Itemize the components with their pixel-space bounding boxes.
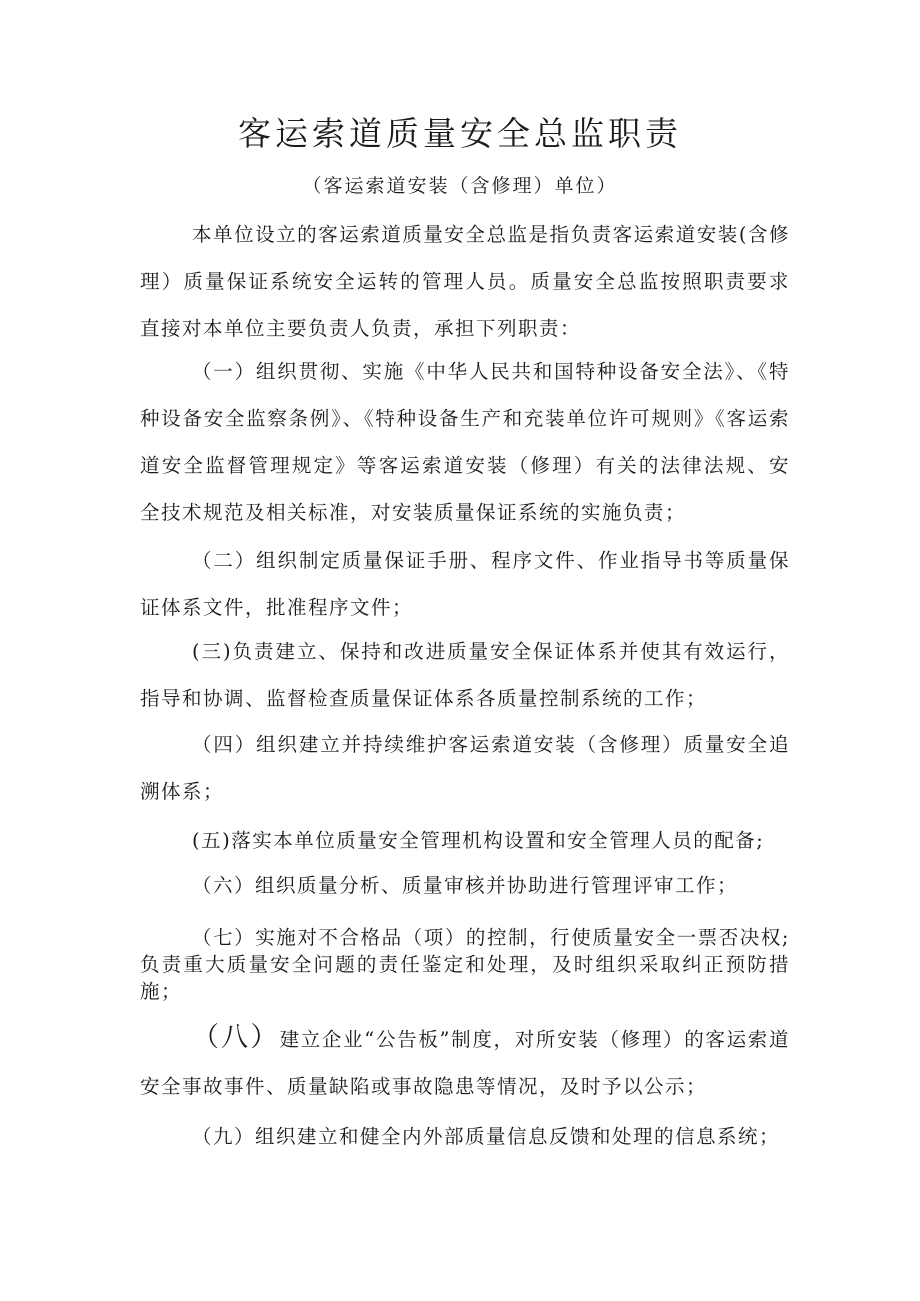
duty-item-6: （六）组织质量分析、质量审核并协助进行管理评审工作； [192,874,739,897]
duty-item-9: （九）组织建立和健全内外部质量信息反馈和处理的信息系统； [192,1125,781,1148]
duty-item-3: (三)负责建立、保持和改进质量安全保证体系并使其有效运行，指导和协调、监督检查质量保证体系各质量控制系统的工作； [140,640,790,710]
duty-item-7: （七）实施对不合格品（项）的控制，行使质量安全一票否决权;负责重大质量安全问题的责任鉴定和处理，及时组织采取纠正预防措施； [140,926,790,1003]
intro-paragraph: 本单位设立的客运索道质量安全总监是指负责客运索道安装(含修理）质量保证系统安全运转的管理人员。质量安全总监按照职责要求直接对本单位主要负责人负责，承担下列职责： [140,223,790,340]
document-title: 客运索道质量安全总监职责 [238,114,682,153]
duty-item-4: （四）组织建立并持续维护客运索道安装（含修理）质量安全追溯体系； [140,733,790,803]
duty-item-8-marker: （八） [192,1022,280,1053]
duty-item-1: （一）组织贯彻、实施《中华人民共和国特种设备安全法》、《特种设备安全监察条例》、《特种设备生产和充装单位许可规则》《客运索道安全监督管理规定》等客运索道安装（修理）有关的法律法规、安全技术规范及相关标准，对安装质量保证系统的实施负责； [140,360,790,524]
duty-item-8 [140,1014,790,1110]
document-subtitle: （客运索道安装（含修理）单位） [302,175,618,197]
duty-item-2: （二）组织制定质量保证手册、程序文件、作业指导书等质量保证体系文件，批准程序文件； [140,549,790,619]
duty-item-8-text: 建立企业“公告板”制度，对所安装（修理）的客运索道安全事故事件、质量缺陷或事故隐患等情况，及时予以公示； [140,1028,790,1098]
duty-item-5: (五)落实本单位质量安全管理机构设置和安全管理人员的配备; [192,829,765,852]
